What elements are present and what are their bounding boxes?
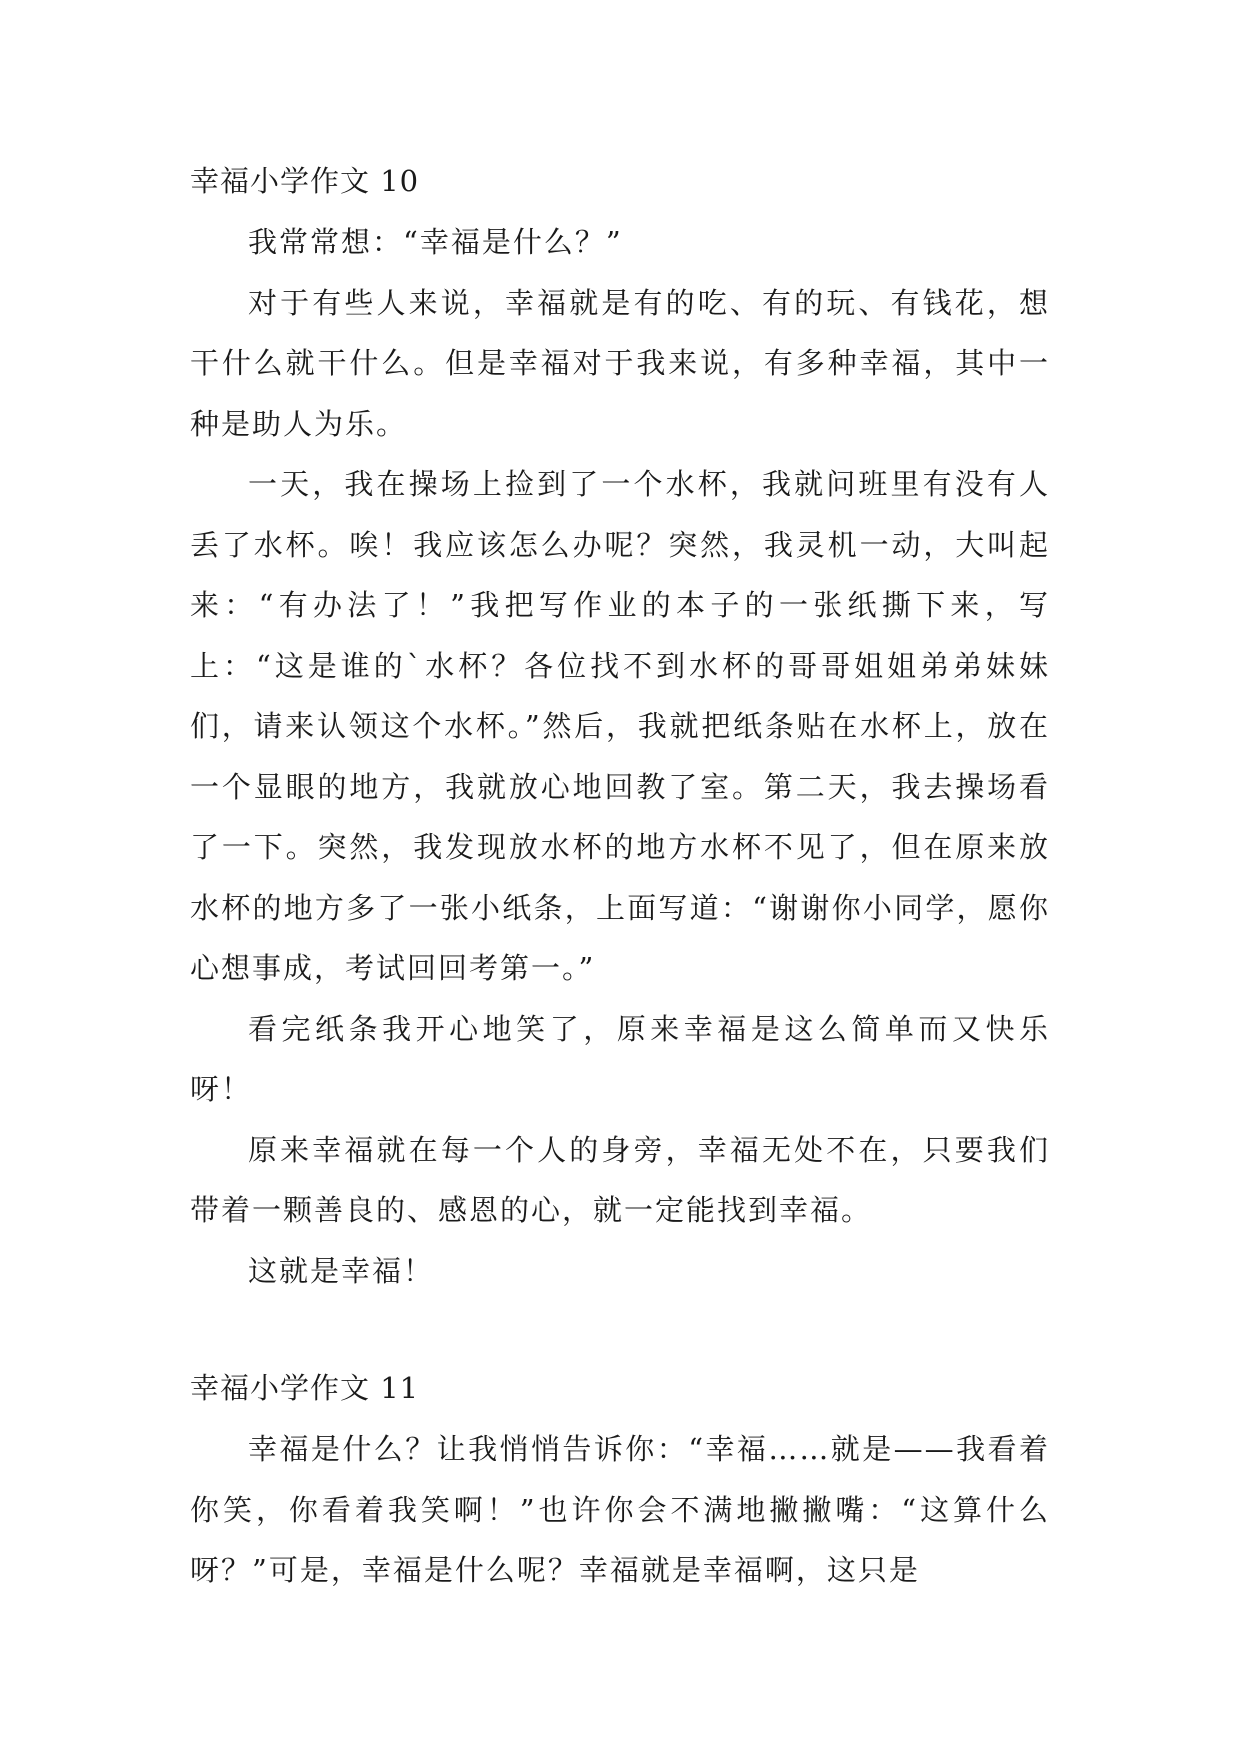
essay-title: 幸福小学作文 11 [190, 1371, 420, 1405]
paragraph: 我常常想：“幸福是什么？” [248, 225, 623, 259]
paragraph: 一天，我在操场上捡到了一个水杯，我就问班里有没有人丢了水杯。唉！我应该怎么办呢？突然，我灵机一动，大叫起来：“有办法了！”我把写作业的本子的一张纸撕下来，写上：“这是谁的`水杯？各位找不到水杯的哥哥姐姐弟弟妹妹们，请来认领这个水杯。”然后，我就把纸条贴在水杯上，放在一个显眼的地方，我就放心地回教了室。第二天，我去操场看了一下。突然，我发现放水杯的地方水杯不见了，但在原来放水杯的地方多了一张小纸条，上面写道：“谢谢你小同学，愿你心想事成，考试回回考第一。” [190, 467, 1050, 985]
paragraph: 这就是幸福！ [248, 1253, 435, 1288]
essay-title: 幸福小学作文 10 [190, 164, 420, 198]
section-spacer [190, 1301, 1050, 1357]
essay-11 [190, 1357, 1050, 1601]
essay-10 [190, 150, 1050, 1301]
paragraph: 看完纸条我开心地笑了，原来幸福是这么简单而又快乐呀！ [190, 1011, 1050, 1106]
paragraph: 原来幸福就在每一个人的身旁，幸福无处不在，只要我们带着一颗善良的、感恩的心，就一定能找到幸福。 [190, 1132, 1050, 1227]
document-body [190, 150, 1050, 1601]
paragraph: 对于有些人来说，幸福就是有的吃、有的玩、有钱花，想干什么就干什么。但是幸福对于我来说，有多种幸福，其中一种是助人为乐。 [190, 285, 1050, 441]
paragraph: 幸福是什么？让我悄悄告诉你：“幸福……就是——我看着你笑，你看着我笑啊！”也许你会不满地撇撇嘴：“这算什么呀？”可是，幸福是什么呢？幸福就是幸福啊，这只是 [190, 1432, 1050, 1587]
